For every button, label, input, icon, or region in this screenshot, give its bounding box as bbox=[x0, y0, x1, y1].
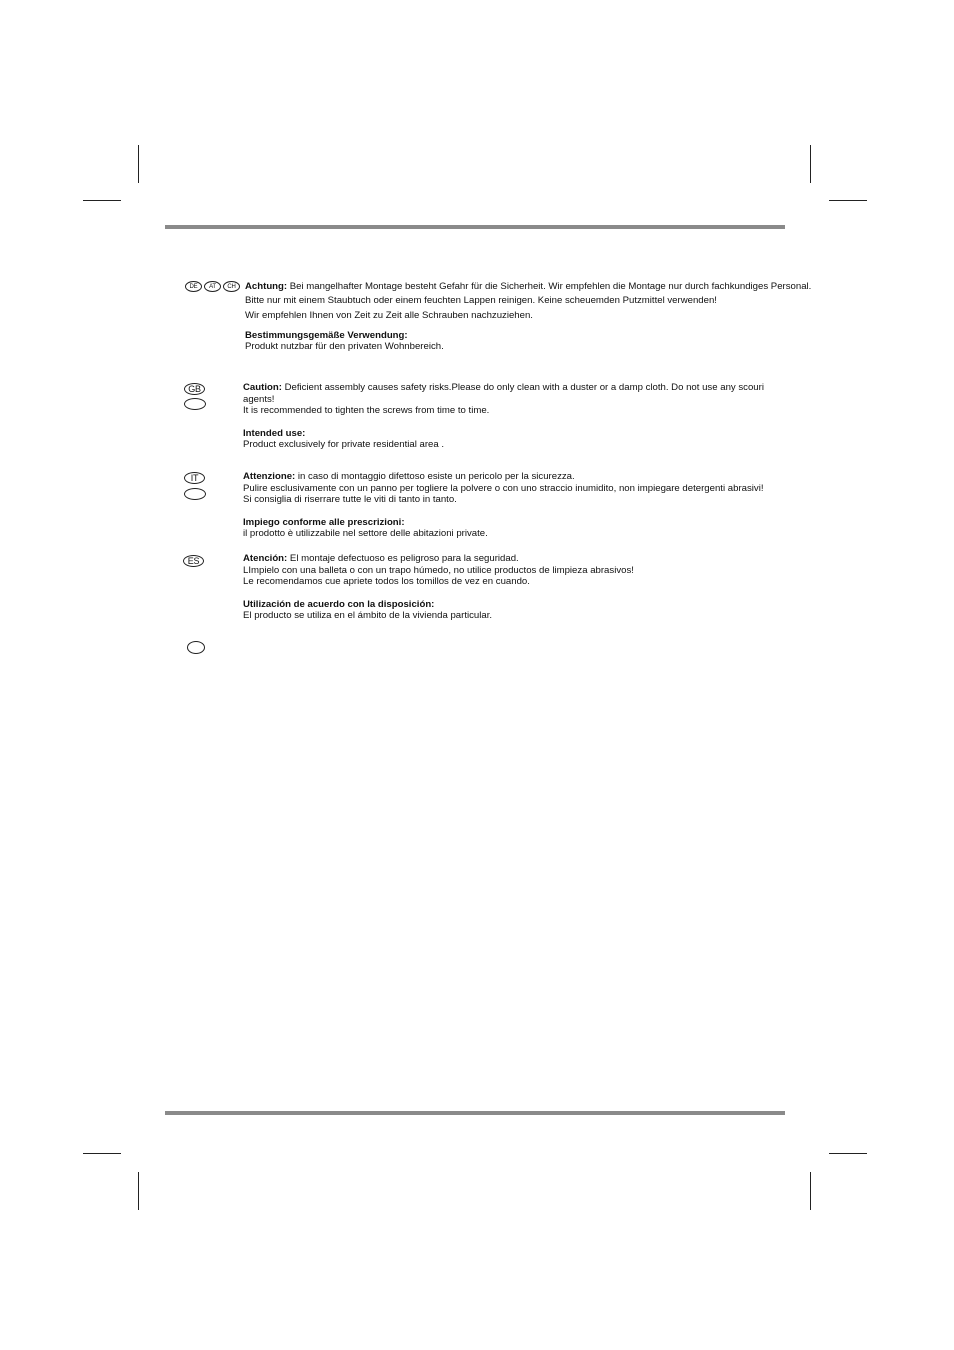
caution-label-gb: Caution: bbox=[243, 382, 282, 393]
top-rule bbox=[165, 225, 785, 229]
section-gb bbox=[243, 382, 764, 451]
caution-label-it: Attenzione: bbox=[243, 471, 296, 482]
intended-use-text-es: El producto se utiliza en el ámbito de la vivienda particular. bbox=[243, 610, 493, 622]
intended-use-title-es: Utilización de acuerdo con la disposición: bbox=[243, 598, 435, 610]
cleaning-text-gb: agents! bbox=[243, 393, 275, 405]
cleaning-text-it: Pulire esclusivamente con un panno per togliere la polvere o con uno straccio inumidito, non impiegare detergenti abrasivi! bbox=[243, 482, 764, 494]
caution-text-gb: Deficient assembly causes safety risks.Please do only clean with a duster or a damp cloth. Do not use any scouri bbox=[281, 382, 764, 393]
intended-use-title-gb: Intended use: bbox=[243, 427, 306, 439]
bottom-rule bbox=[165, 1111, 785, 1115]
intended-use-text-de: Produkt nutzbar für den privaten Wohnbereich. bbox=[245, 341, 444, 353]
crop-mark-top-left-horizontal bbox=[83, 200, 121, 201]
caution-text-es: El montaje defectuoso es peligroso para la seguridad. bbox=[287, 553, 519, 564]
crop-mark-bottom-left-vertical bbox=[138, 1172, 139, 1210]
country-badges-gb bbox=[184, 383, 206, 410]
country-badge-blank-it bbox=[184, 488, 206, 500]
intended-use-title-it: Impiego conforme alle prescrizioni: bbox=[243, 516, 405, 528]
country-badge-blank-final bbox=[187, 641, 205, 654]
caution-label-es: Atención: bbox=[243, 553, 288, 564]
screws-text-es: Le recomendamos cue apriete todos los tomillos de vez en cuando. bbox=[243, 576, 530, 588]
section-de bbox=[245, 281, 811, 353]
cleaning-text-de: Bitte nur mit einem Staubtuch oder einem feuchten Lappen reinigen. Keine scheuemden Putzmittel verwenden! bbox=[245, 294, 717, 306]
intended-use-text-gb: Product exclusively for private residential area . bbox=[243, 439, 445, 451]
screws-text-gb: It is recommended to tighten the screws from time to time. bbox=[243, 405, 490, 417]
country-badges-it bbox=[184, 472, 206, 500]
crop-mark-bottom-right-horizontal bbox=[829, 1153, 867, 1154]
intended-use-title-de: Bestimmungsgemäße Verwendung: bbox=[245, 329, 408, 341]
country-badge-de: DE bbox=[185, 281, 202, 292]
country-badge-gb: GB bbox=[184, 383, 205, 395]
crop-mark-top-right-vertical bbox=[810, 145, 811, 183]
screws-text-de: Wir empfehlen Ihnen von Zeit zu Zeit alle Schrauben nachzuziehen. bbox=[245, 310, 533, 322]
intended-use-text-it: il prodotto è utilizzabile nel settore delle abitazioni private. bbox=[243, 528, 488, 540]
caution-label-de: Achtung: bbox=[245, 281, 288, 292]
caution-text-de: Bei mangelhafter Montage besteht Gefahr für die Sicherheit. Wir empfehlen die Montage nur durch fachkundiges Personal. bbox=[287, 281, 812, 292]
screws-text-it: Si consiglia di riserrare tutte le viti di tanto in tanto. bbox=[243, 494, 457, 506]
cleaning-text-es: LImpielo con una balleta o con un trapo húmedo, no utilice productos de limpieza abrasivos! bbox=[243, 564, 634, 576]
section-es bbox=[243, 553, 634, 622]
crop-mark-bottom-left-horizontal bbox=[83, 1153, 121, 1154]
crop-mark-top-right-horizontal bbox=[829, 200, 867, 201]
section-it bbox=[243, 471, 764, 540]
caution-text-it: in caso di montaggio difettoso esiste un pericolo per la sicurezza. bbox=[295, 471, 575, 482]
crop-mark-bottom-right-vertical bbox=[810, 1172, 811, 1210]
country-badge-blank-gb bbox=[184, 398, 206, 410]
country-badge-at: AT bbox=[204, 281, 221, 292]
country-badge-ch: CH bbox=[223, 281, 240, 292]
country-badge-it: IT bbox=[184, 472, 205, 484]
country-badges-es bbox=[183, 555, 204, 567]
crop-mark-top-left-vertical bbox=[138, 145, 139, 183]
country-badge-es: ES bbox=[183, 555, 204, 567]
country-badges-de bbox=[185, 281, 240, 292]
